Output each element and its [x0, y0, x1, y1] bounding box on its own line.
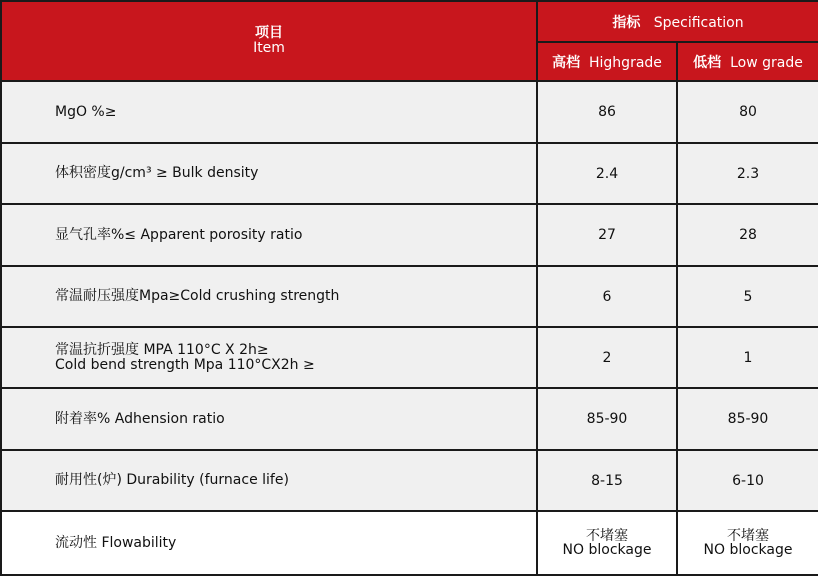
header-row-top [1, 1, 818, 42]
row-label: MgO %≥ [1, 81, 537, 143]
table-row [1, 81, 818, 143]
row-label: 流动性 Flowability [1, 511, 537, 575]
item-header-cn: 项目 [255, 25, 283, 41]
table-row [1, 511, 818, 575]
high-grade-header [537, 42, 677, 81]
low-grade-value: 28 [677, 204, 818, 266]
high-grade-en: Highgrade [589, 54, 662, 71]
row-label: 常温抗折强度 MPA 110°C X 2h≥ [55, 341, 269, 358]
table-row [1, 266, 818, 327]
row-label: 常温耐压强度Mpa≥Cold crushing strength [1, 266, 537, 327]
low-grade-value: 85-90 [677, 388, 818, 450]
spec-header-cell [537, 1, 818, 42]
spec-header-cn: 指标 [612, 14, 641, 31]
low-grade-header [677, 42, 818, 81]
table-row [1, 388, 818, 450]
high-grade-value: 27 [537, 204, 677, 266]
low-grade-value: 80 [677, 81, 818, 143]
row-label: 附着率% Adhension ratio [1, 388, 537, 450]
low-grade-value-en: NO blockage [703, 542, 793, 558]
low-grade-cn: 低档 [693, 54, 722, 71]
item-header-cell [1, 1, 537, 81]
spec-header-en: Specification [653, 14, 744, 31]
high-grade-value: 2.4 [537, 143, 677, 204]
high-grade-value: 85-90 [537, 388, 677, 450]
high-grade-value: 86 [537, 81, 677, 143]
high-grade-value-cell [537, 511, 677, 575]
low-grade-value: 1 [677, 327, 818, 388]
low-grade-value: 5 [677, 266, 818, 327]
row-label: 耐用性(炉) Durability (furnace life) [1, 450, 537, 511]
table-row [1, 204, 818, 266]
high-grade-cn: 高档 [552, 54, 581, 71]
low-grade-value: 6-10 [677, 450, 818, 511]
high-grade-value: 6 [537, 266, 677, 327]
row-label: 体积密度g/cm³ ≥ Bulk density [1, 143, 537, 204]
high-grade-value-en: NO blockage [562, 542, 652, 558]
low-grade-en: Low grade [730, 54, 803, 71]
item-header-en: Item [253, 40, 285, 56]
low-grade-value: 2.3 [677, 143, 818, 204]
table-row [1, 450, 818, 511]
table-row [1, 143, 818, 204]
row-label-cell [1, 327, 537, 388]
high-grade-value: 2 [537, 327, 677, 388]
high-grade-value: 8-15 [537, 450, 677, 511]
low-grade-value-cell [677, 511, 818, 575]
table-row [1, 327, 818, 388]
high-grade-value: 不堵塞 [586, 528, 628, 544]
low-grade-value: 不堵塞 [727, 528, 769, 544]
row-label-secondary: Cold bend strength Mpa 110°CX2h ≥ [55, 356, 315, 373]
row-label: 显气孔率%≤ Apparent porosity ratio [1, 204, 537, 266]
